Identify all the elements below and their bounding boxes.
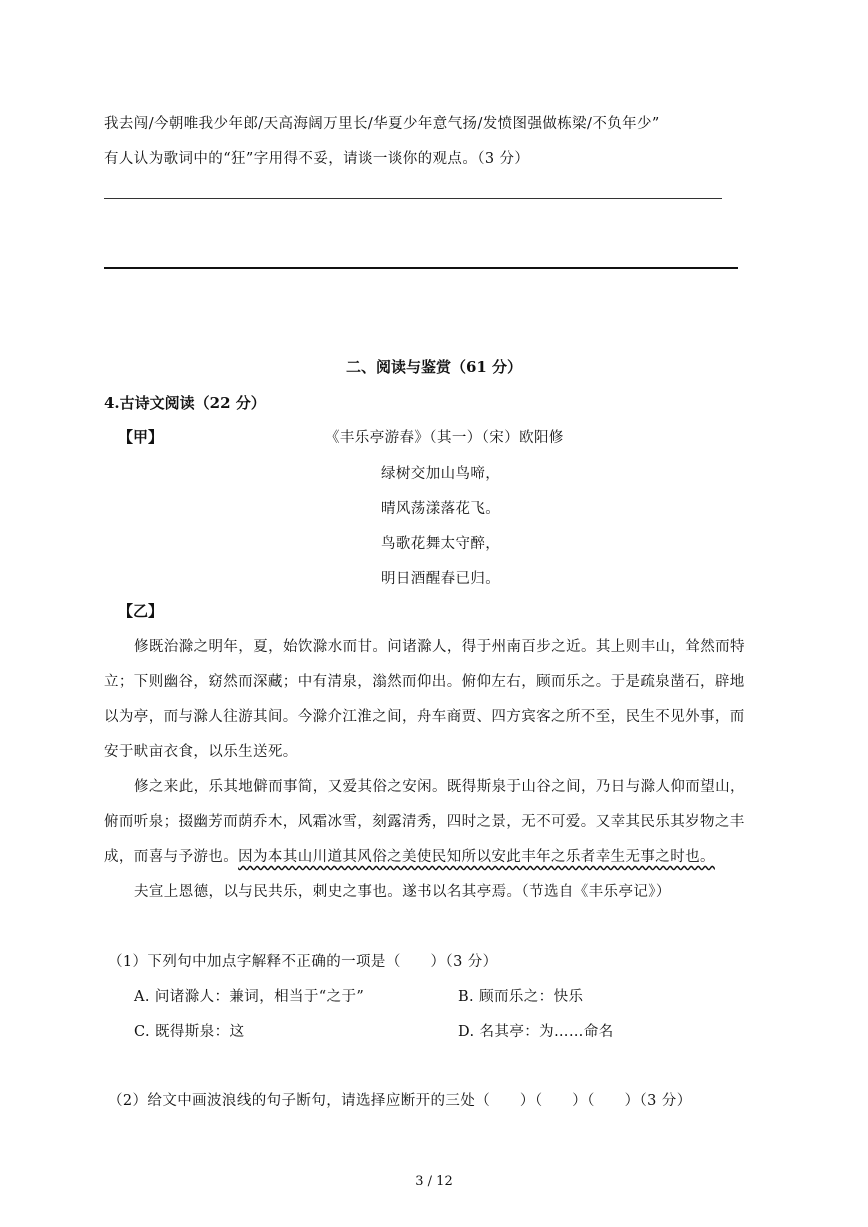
para2-line-3	[104, 845, 715, 866]
jia-label: 【甲】	[118, 428, 164, 446]
sub1-option-c: C. 既得斯泉：这	[134, 1024, 245, 1040]
para1-line-4: 安于畎亩衣食，以乐生送死。	[104, 744, 298, 760]
para1-line-3: 以为亭，而与滁人往游其间。今滁介江淮之间，舟车商贾、四方宾客之所不至，民生不见外事，而	[104, 709, 745, 725]
para2-line-1: 修之来此，乐其地僻而事简，又爱其俗之安闲。既得斯泉于山谷之间，乃日与滁人仰而望山，	[134, 779, 745, 795]
poem-line-1: 绿树交加山鸟啼，	[381, 466, 501, 482]
answer-line-2	[104, 267, 738, 269]
lyrics-line: 我去闯/今朝唯我少年郎/天高海阔万里长/华夏少年意气扬/发愤图强做栋梁/不负年少”	[104, 116, 660, 132]
para2-line-2: 俯而听泉；掇幽芳而荫乔木，风霜冰雪，刻露清秀，四时之景，无不可爱。又幸其民乐其岁物之丰	[104, 814, 745, 830]
sub2-question: （2）给文中画波浪线的句子断句，请选择应断开的三处（ ）（ ）（ ）（3 分）	[108, 1093, 692, 1109]
sub1-question: （1）下列句中加点字解释不正确的一项是（ ）（3 分）	[108, 954, 498, 970]
lyrics-question: 有人认为歌词中的“狂”字用得不妥，请谈一谈你的观点。（3 分）	[104, 151, 530, 167]
para1-line-2: 立；下则幽谷，窈然而深藏；中有清泉，滃然而仰出。俯仰左右，顾而乐之。于是疏泉凿石，辟地	[104, 674, 745, 690]
answer-line-1	[104, 198, 722, 199]
sub1-option-d: D. 名其亭：为……命名	[458, 1024, 614, 1040]
page-number: 3 / 12	[415, 1174, 453, 1189]
para2-last-prefix: 成，而喜与予游也。	[104, 849, 239, 865]
sub1-option-b: B. 顾而乐之：快乐	[458, 989, 584, 1005]
poem-line-4: 明日酒醒春已归。	[381, 571, 501, 587]
para1-line-1: 修既治滁之明年，夏，始饮滁水而甘。问诸滁人，得于州南百步之近。其上则丰山，耸然而特	[134, 639, 745, 655]
yi-label: 【乙】	[118, 602, 164, 620]
poem-title: 《丰乐亭游春》（其一）（宋）欧阳修	[325, 430, 564, 446]
poem-line-2: 晴风荡漾落花飞。	[381, 501, 501, 517]
para3-line-1: 夫宣上恩德，以与民共乐，刺史之事也。遂书以名其亭焉。（节选自《丰乐亭记》）	[134, 884, 671, 900]
section-title: 二、阅读与鉴赏（61 分）	[345, 358, 523, 376]
sub1-option-a: A. 问诸滁人：兼词，相当于“之于”	[134, 989, 365, 1005]
poem-line-3: 鸟歌花舞太守醉，	[381, 536, 501, 552]
q4-title: 4.古诗文阅读（22 分）	[104, 394, 266, 412]
wavy-underlined-sentence: 因为本其山川道其风俗之美使民知所以安此丰年之乐者幸生无事之时也。	[238, 849, 715, 865]
